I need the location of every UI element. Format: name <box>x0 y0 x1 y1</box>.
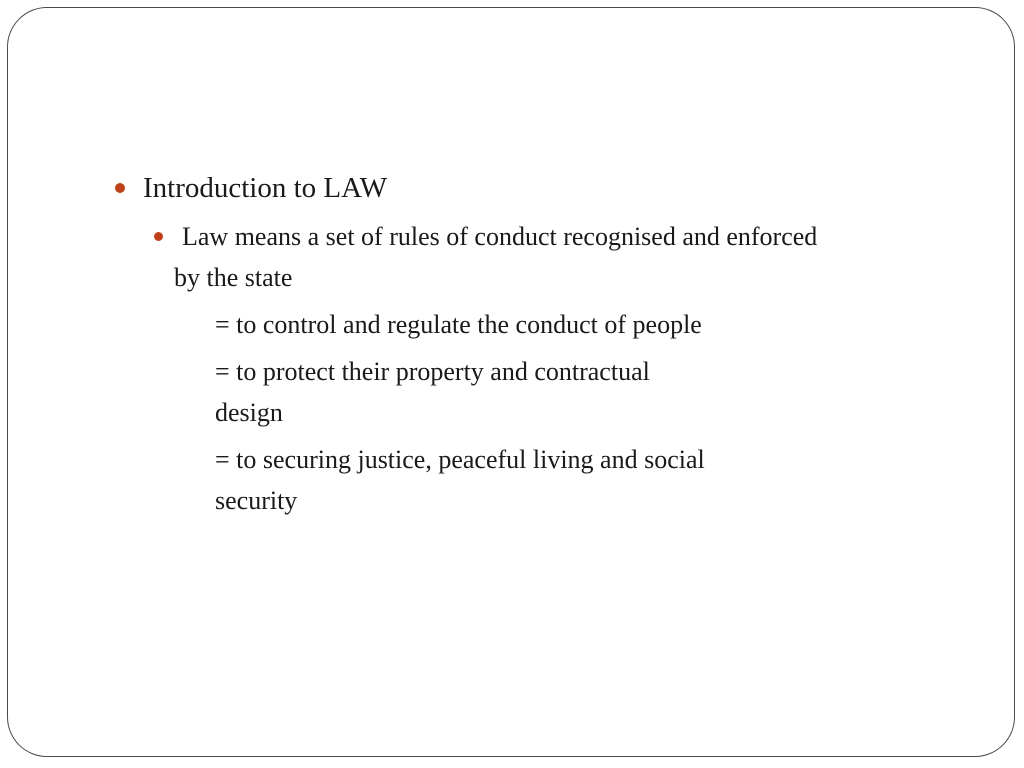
sub-bullet-line-1: Law means a set of rules of conduct recognised and enforced <box>182 222 818 251</box>
purpose-2-line-2: design <box>215 398 283 427</box>
heading-text: Introduction to LAW <box>143 172 388 204</box>
sub-bullet-line-2: by the state <box>174 263 293 292</box>
purpose-2-line-1: = to protect their property and contractual <box>215 357 650 386</box>
purpose-1-line-1: = to control and regulate the conduct of people <box>215 310 702 339</box>
purpose-3-line-2: security <box>215 486 298 515</box>
bullet-dot-icon <box>115 183 125 193</box>
purpose-3-line-1: = to securing justice, peaceful living and social <box>215 445 705 474</box>
sub-bullet-dot-icon <box>154 232 163 241</box>
